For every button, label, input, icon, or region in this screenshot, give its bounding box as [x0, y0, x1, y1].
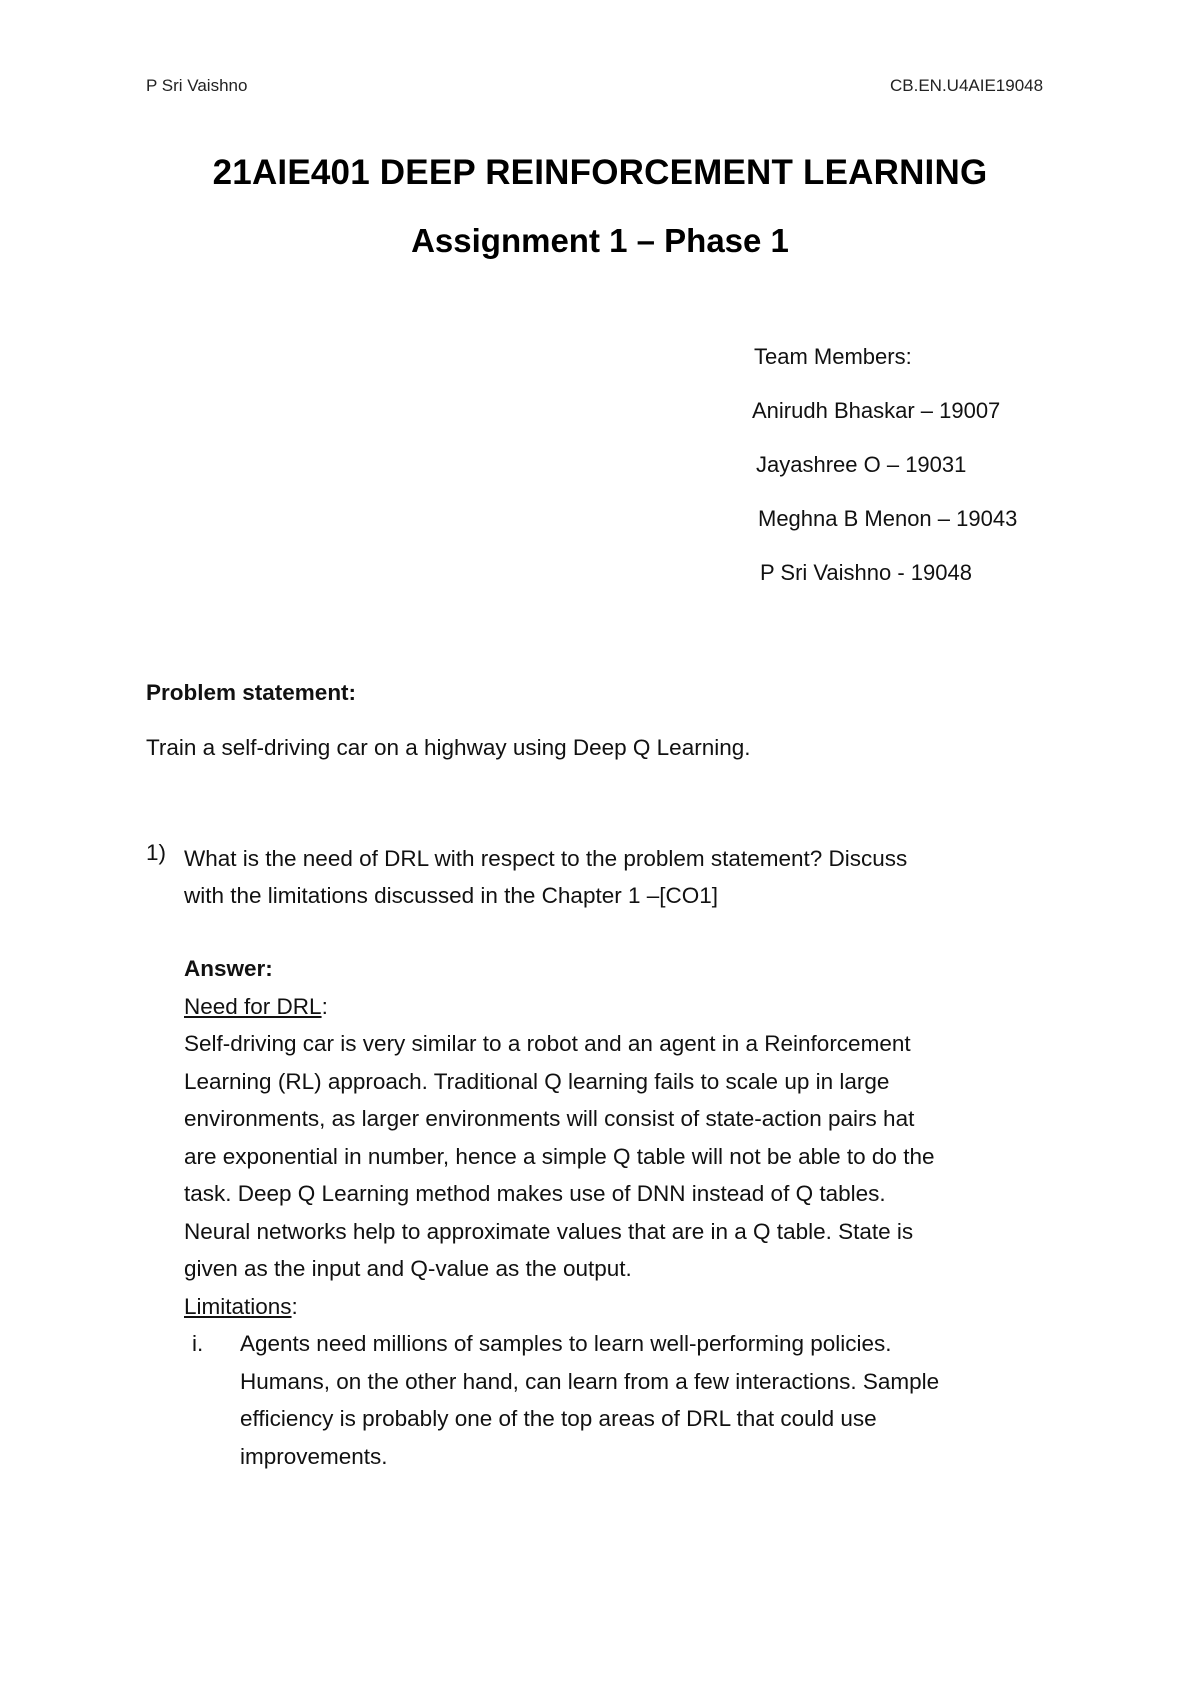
limitation-marker: i. — [192, 1331, 204, 1356]
question-text — [184, 840, 1064, 914]
limitation-line: Agents need millions of samples to learn well-performing policies. — [240, 1331, 892, 1356]
need-paragraph-line: environments, as larger environments will consist of state-action pairs hat — [184, 1106, 915, 1131]
need-paragraph-line: Learning (RL) approach. Traditional Q learning fails to scale up in large — [184, 1068, 890, 1094]
limitation-line: efficiency is probably one of the top areas of DRL that could use — [240, 1406, 877, 1431]
need-paragraph-line: given as the input and Q-value as the output. — [184, 1256, 632, 1281]
need-paragraph-line: task. Deep Q Learning method makes use of DNN instead of Q tables. — [184, 1181, 886, 1206]
page-header-right: CB.EN.U4AIE19048 — [890, 76, 1044, 95]
question-number: 1) — [146, 840, 167, 865]
document-title: 21AIE401 DEEP REINFORCEMENT LEARNING — [212, 153, 988, 192]
answer-block — [184, 950, 1084, 1475]
question-line: What is the need of DRL with respect to the problem statement? Discuss — [184, 846, 908, 871]
limitations-heading-colon: : — [291, 1293, 298, 1319]
limitation-item — [184, 1325, 1084, 1475]
limitation-line: Humans, on the other hand, can learn from a few interactions. Sample — [240, 1368, 940, 1394]
need-paragraph-line: Self-driving car is very similar to a robot and an agent in a Reinforcement — [184, 1031, 911, 1056]
need-paragraph-line: Neural networks help to approximate values that are in a Q table. State is — [184, 1218, 914, 1244]
need-paragraph-line: are exponential in number, hence a simple Q table will not be able to do the — [184, 1143, 935, 1169]
question-line: with the limitations discussed in the Chapter 1 –[CO1] — [184, 883, 719, 908]
need-heading-line — [184, 988, 1084, 1026]
team-member: Meghna B Menon – 19043 — [758, 506, 1018, 531]
problem-statement-label: Problem statement: — [146, 680, 357, 705]
team-member: Jayashree O – 19031 — [756, 452, 967, 477]
problem-statement-text: Train a self-driving car on a highway using Deep Q Learning. — [146, 735, 751, 760]
limitations-heading-line — [184, 1288, 1084, 1326]
need-heading-colon: : — [321, 993, 328, 1019]
limitation-line: improvements. — [240, 1443, 388, 1469]
team-member: Anirudh Bhaskar – 19007 — [752, 398, 1001, 423]
document-subtitle: Assignment 1 – Phase 1 — [411, 222, 789, 259]
page-header-left: P Sri Vaishno — [146, 76, 248, 95]
answer-label: Answer: — [184, 956, 273, 981]
team-member: P Sri Vaishno - 19048 — [760, 560, 972, 585]
limitations-heading: Limitations — [184, 1293, 292, 1319]
team-members-label: Team Members: — [754, 344, 912, 369]
need-heading: Need for DRL — [184, 993, 322, 1019]
